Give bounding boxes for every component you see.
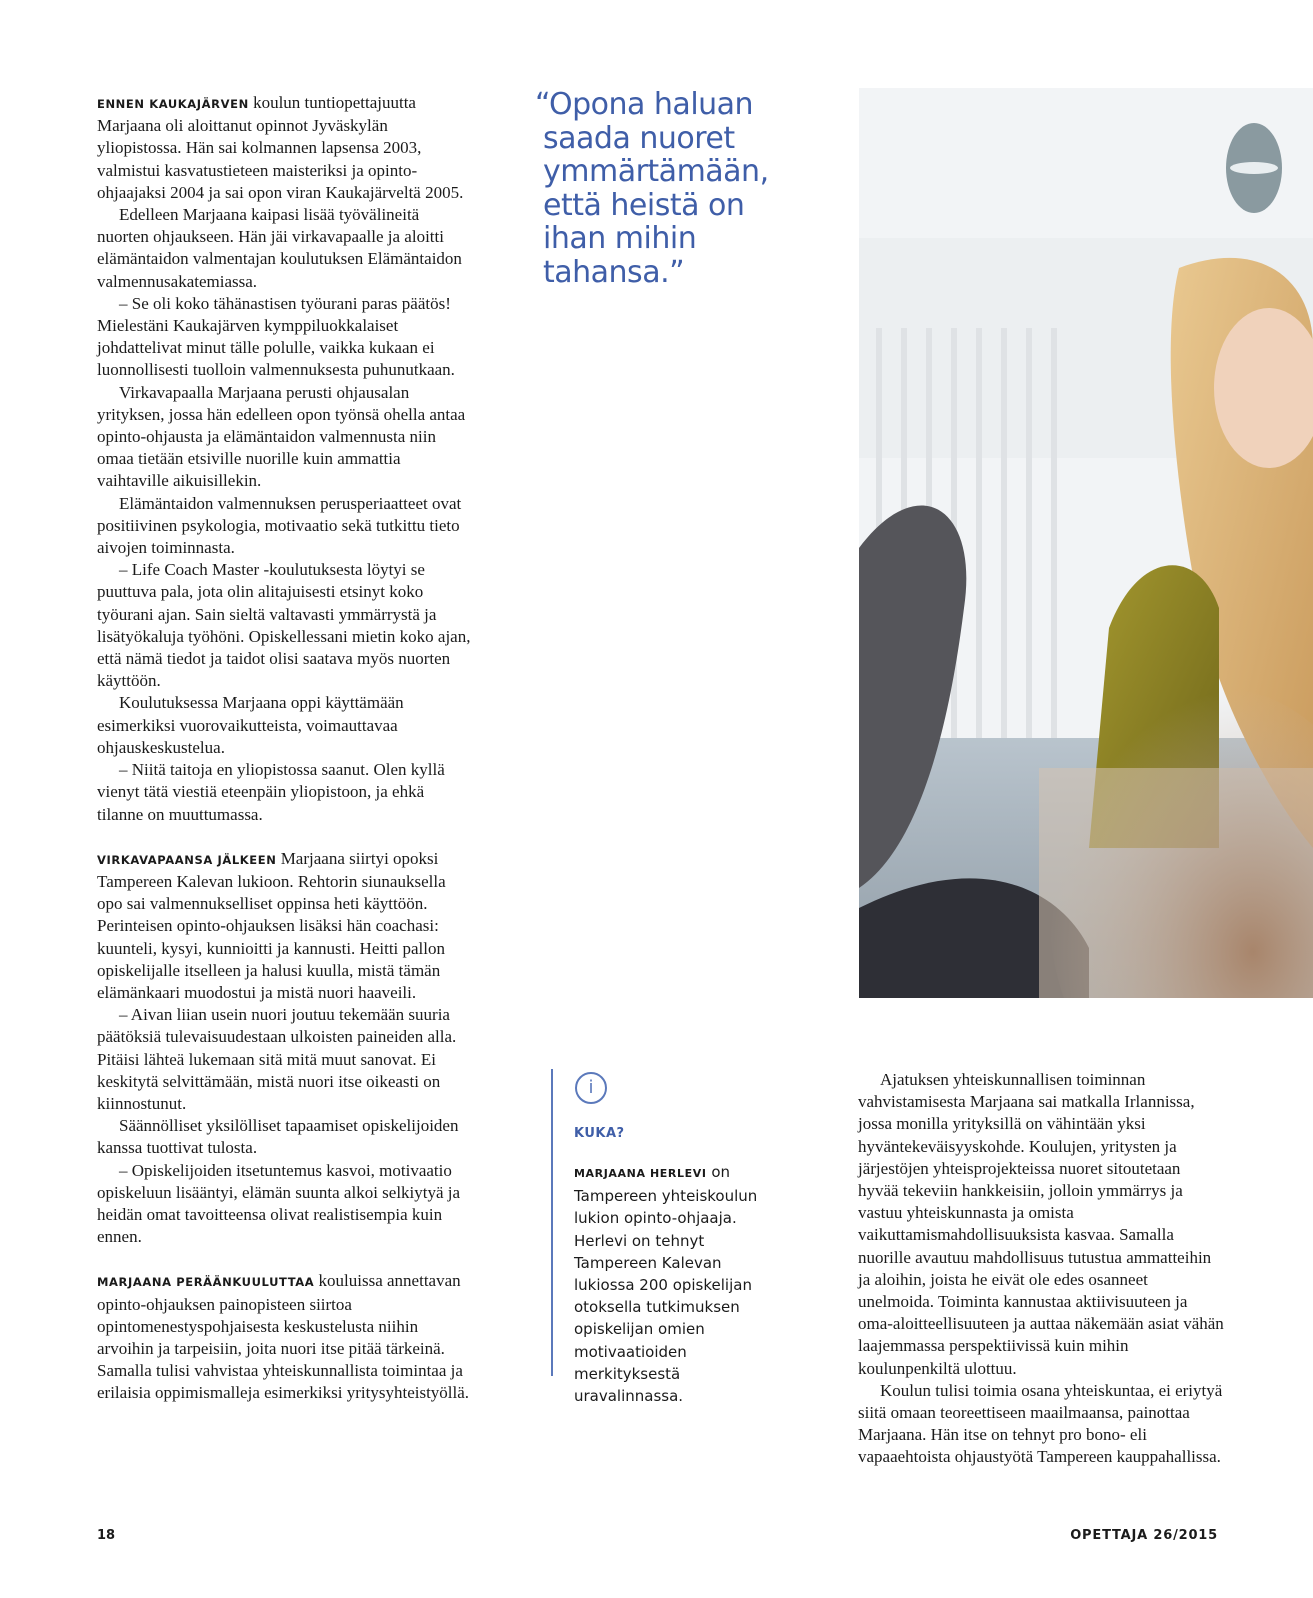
photo-illustration <box>859 88 1313 998</box>
paragraph: – Niitä taitoja en yliopistossa saanut. Olen kyllä vienyt tätä viestiä eteenpäin yliopistoon, ja ehkä tilanne on muuttumassa. <box>97 760 445 824</box>
paragraph: Virkavapaalla Marjaana perusti ohjausalan yrityksen, jossa hän edelleen opon työnsä ohella antaa opinto-ohjausta ja elämäntaidon valmennusta niin omaa tietään etsiville nuorille kuin ammattia vaihtaville aikuisillekin. <box>97 382 466 491</box>
paragraph: Ajatuksen yhteiskunnallisen toiminnan vahvistamisesta Marjaana sai matkalla Irlannissa, jossa monilla yrityksillä on vähintään yksi hyväntekeväisyyskohde. Koulujen, yritysten ja järjestöjen yhteisprojekteissa nuoret sitoutetaan hyvää tekeviin hankkeisiin, jolloin ymmärrys ja vastuu yhteiskunnasta ja omista vaikuttamismahdollisuuksista kasvaa. Samalla nuorille avautuu mahdollisuus tutustua ammatteihin ja aloihin, joista he eivät ole edes osanneet unelmoida. Toiminta kannustaa aktiivisuuteen ja oma-aloitteellisuuteen ja auttaa näkemään asiat vähän laajemmassa perspektiivissä kuin mihin koulunpenkiltä ulottuu. <box>858 1070 1224 1378</box>
paragraph: Edelleen Marjaana kaipasi lisää työvälineitä nuorten ohjaukseen. Hän jäi virkavapaalle ja aloitti elämäntaidon valmentajan koulutuksen Elämäntaidon valmennusakatemiassa. <box>97 205 462 291</box>
paragraph <box>97 848 473 1004</box>
section-lead: ENNEN KAUKAJÄRVEN <box>97 97 249 111</box>
paragraph-text: koulun tuntiopettajuutta Marjaana oli aloittanut opinnot Jyväskylän yliopistossa. Hän sai kolmannen lapsensa 2003, valmistui kasvatustieteen maisteriksi ja opinto-ohjaajaksi 2004 ja sai opon viran Kaukajärveltä 2005. <box>97 93 464 202</box>
paragraph: – Se oli koko tähänastisen työurani paras päätös! Mielestäni Kaukajärven kymppiluokkalaiset johdattelivat minut tälle polulle, vaikka kukaan ei luonnollisesti tuolloin valmennuksesta puhunutkaan. <box>97 293 455 380</box>
paragraph: – Opiskelijoiden itsetuntemus kasvoi, motivaatio opiskeluun lisääntyi, elämän suunta alkoi selkiytyä ja heidän omat tavoitteensa olivat realistisempia kuin ennen. <box>97 1160 461 1247</box>
paragraph: Elämäntaidon valmennuksen perusperiaatteet ovat positiivinen psykologia, motivaatio sekä tutkittu tieto aivojen toiminnasta. <box>97 493 462 558</box>
fact-box-title: KUKA? <box>574 1126 625 1141</box>
paragraph: Säännölliset yksilölliset tapaamiset opiskelijoiden kanssa tuottivat tulosta. <box>97 1116 459 1158</box>
info-icon: i <box>575 1072 607 1104</box>
fact-box-body <box>574 1161 784 1407</box>
fact-box-lead: MARJAANA HERLEVI <box>574 1167 707 1180</box>
pull-quote-line: “Opona haluan <box>535 87 754 122</box>
pull-quote-line: tahansa.” <box>543 254 685 290</box>
paragraph: Koulutuksessa Marjaana oppi käyttämään esimerkiksi vuorovaikutteista, voimauttavaa ohjauskeskustelua. <box>97 693 404 757</box>
fact-box <box>551 1069 783 1406</box>
pull-quote <box>535 88 835 289</box>
paragraph: Koulun tulisi toimia osana yhteiskuntaa, ei eriytyä siitä omaan teoreettiseen maailmaansa, painottaa Marjaana. Hän itse on tehnyt pro bono- eli vapaaehtoista ohjaustyötä Tampereen kauppahallissa. <box>858 1380 1223 1467</box>
pull-quote-line: ihan mihin <box>543 221 697 256</box>
right-column <box>858 1069 1224 1469</box>
paragraph-text: kouluissa annettavan opinto-ohjauksen painopisteen siirtoa opintomenestyspohjaisesta keskustelusta niihin arvoihin ja tarpeisiin, joita nuori itse pitää tärkeinä. Samalla tulisi vahvistaa yhteiskunnallista toimintaa ja erilaisia oppimismalleja esimerkiksi yritysyhteistyöllä. <box>97 1271 470 1403</box>
paragraph: – Life Coach Master -koulutuksesta löytyi se puuttuva pala, jota olin alitajuisesti etsinyt koko työurani ajan. Sain sieltä valtavasti ymmärrystä ja lisätyökaluja työhöni. Opiskellessani mietin koko ajan, että nämä tiedot ja taidot olisi saatava myös nuorten käyttöön. <box>97 560 471 691</box>
paragraph <box>97 1270 473 1404</box>
page-number: 18 <box>97 1528 116 1543</box>
left-column <box>97 92 473 1405</box>
paragraph <box>97 92 473 204</box>
article-photo <box>859 88 1313 998</box>
section-lead: MARJAANA PERÄÄNKUULUTTAA <box>97 1275 315 1290</box>
pull-quote-line: saada nuoret <box>543 120 735 156</box>
paragraph: – Aivan liian usein nuori joutuu tekemään suuria päätöksiä tulevaisuudestaan ulkoisten paineiden alla. Pitäisi lähteä lukemaan sitä mitä muut sanovat. Ei keskitytä selvittämään, mistä nuori itse oikeasti on kiinnostunut. <box>97 1005 457 1113</box>
section-lead: VIRKAVAPAANSA JÄLKEEN <box>97 852 277 867</box>
paragraph-text: Marjaana siirtyi opoksi Tampereen Kalevan lukioon. Rehtorin siunauksella opo sai valmennukselliset oppinsa heti käyttöön. Perinteisen opinto-ohjauksen lisäksi hän coachasi: kuunteli, kysyi, kunnioitti ja kannusti. Heitti pallon opiskelijalle itselleen ja halusi kuulla, mistä tämän elämänkaari muodostui ja mistä nuori haaveili. <box>97 848 446 1002</box>
publication-footer: OPETTAJA 26/2015 <box>1070 1528 1218 1543</box>
fact-box-text: on Tampereen yhteiskoulun lukion opinto-ohjaaja. Herlevi on tehnyt Tampereen Kalevan lukiossa 200 opiskelijan otoksella tutkimuksen opiskelijan omien motivaatioiden merkityksestä uravalinnassa. <box>574 1163 758 1406</box>
pull-quote-line: että heistä on <box>543 187 745 223</box>
pull-quote-line: ymmärtämään, <box>543 154 769 189</box>
